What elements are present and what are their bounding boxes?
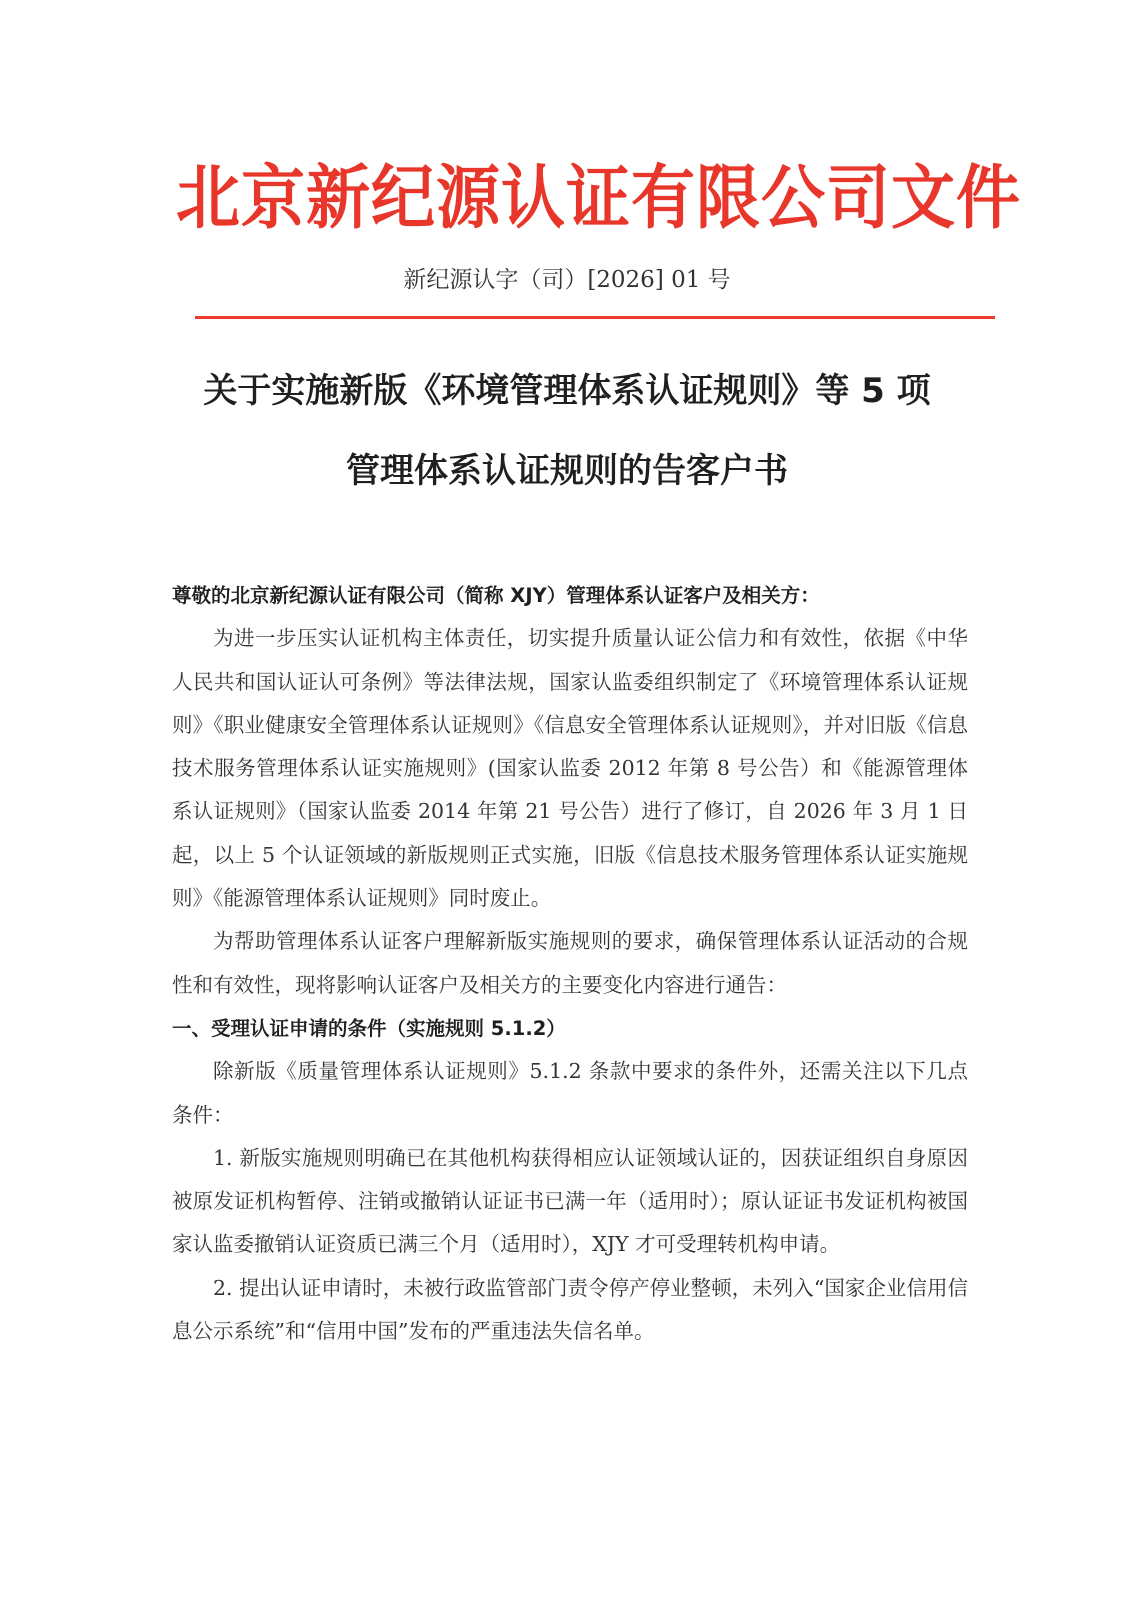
document-title-line-2: 管理体系认证规则的告客户书 bbox=[346, 451, 788, 491]
paragraph-background: 为进一步压实认证机构主体责任，切实提升质量认证公信力和有效性，依据《中华人民共和国认证认可条例》等法律法规，国家认监委组织制定了《环境管理体系认证规则》《职业健康安全管理体系认证规则》《信息安全管理体系认证规则》，并对旧版《信息技术服务管理体系认证实施规则》(国家认监委 2012 年第 8 号公告）和《能源管理体系认证规则》（国家认监委 2014 年第 21 号公告）进行了修订，自 2026 年 3 月 1 日起，以上 5 个认证领域的新版规则正式实施，旧版《信息技术服务管理体系认证实施规则》《能源管理体系认证规则》同时废止。 bbox=[172, 626, 968, 911]
company-masthead: 北京新纪源认证有限公司文件 bbox=[176, 158, 1021, 239]
document-number: 新纪源认字（司）[2026] 01 号 bbox=[403, 267, 731, 293]
document-title-line-1: 关于实施新版《环境管理体系认证规则》等 5 项 bbox=[203, 371, 931, 411]
document-body bbox=[172, 574, 968, 1353]
salutation: 尊敬的北京新纪源认证有限公司（简称 XJY）管理体系认证客户及相关方： bbox=[172, 584, 820, 607]
list-item: 1. 新版实施规则明确已在其他机构获得相应认证领域认证的，因获证组织自身原因被原发证机构暂停、注销或撤销认证证书已满一年（适用时）；原认证证书发证机构被国家认监委撤销认证资质已满三个月（适用时），XJY 才可受理转机构申请。 bbox=[172, 1145, 968, 1257]
red-divider-line bbox=[195, 316, 995, 319]
list-item: 2. 提出认证申请时，未被行政监管部门责令停产停业整顿，未列入“国家企业信用信息公示系统”和“信用中国”发布的严重违法失信名单。 bbox=[172, 1275, 968, 1344]
section-1-intro: 除新版《质量管理体系认证规则》5.1.2 条款中要求的条件外，还需关注以下几点条件： bbox=[172, 1059, 968, 1127]
paragraph-purpose: 为帮助管理体系认证客户理解新版实施规则的要求，确保管理体系认证活动的合规性和有效性，现将影响认证客户及相关方的主要变化内容进行通告： bbox=[172, 929, 968, 997]
section-heading-1: 一、受理认证申请的条件（实施规则 5.1.2） bbox=[172, 1016, 566, 1040]
